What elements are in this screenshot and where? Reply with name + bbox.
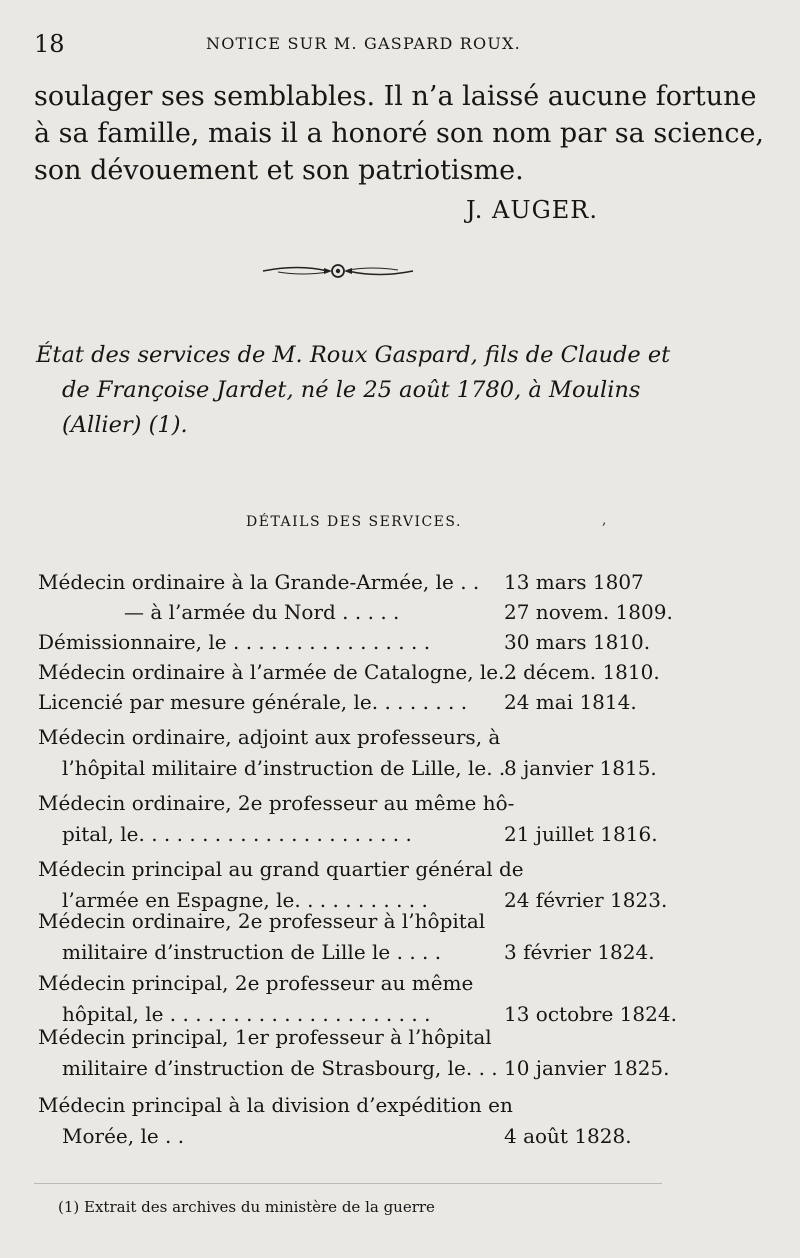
section-heading: DÉTAILS DES SERVICES.: [246, 514, 462, 530]
service-entry-text: pital, le. . . . . . . . . . . . . . . . . . . . . .: [62, 822, 412, 846]
service-entry-text: Morée, le . .: [62, 1124, 185, 1148]
service-entry-text: — à l’armée du Nord . . . . .: [124, 600, 400, 624]
service-entry-date: 13 octobre 1824.: [504, 1002, 677, 1026]
service-entry-text: l’armée en Espagne, le. . . . . . . . . . .: [62, 888, 428, 912]
service-entry-text: Médecin principal à la division d’expédition en: [38, 1093, 513, 1117]
service-entry-date: 24 février 1823.: [504, 888, 668, 912]
service-entry-text: Démissionnaire, le . . . . . . . . . . . . . . . .: [38, 630, 431, 654]
service-entry-date: 21 juillet 1816.: [504, 822, 658, 846]
service-entry-text: militaire d’instruction de Lille le . . . .: [62, 940, 442, 964]
service-entry-text: l’hôpital militaire d’instruction de Lille, le. .: [62, 756, 506, 780]
body-line: soulager ses semblables. Il n’a laissé aucune fortune: [34, 81, 757, 112]
service-entry-text: Médecin ordinaire, 2e professeur à l’hôpital: [38, 909, 486, 933]
running-head: NOTICE SUR M. GASPARD ROUX.: [206, 34, 521, 53]
service-entry-text: Médecin principal au grand quartier général de: [38, 857, 524, 881]
service-entry-date: 2 décem. 1810.: [504, 660, 660, 684]
service-entry-text: militaire d’instruction de Strasbourg, le. . .: [62, 1056, 498, 1080]
service-record-title: [36, 338, 671, 443]
page-header: [34, 30, 662, 60]
footnote: (1) Extrait des archives du ministère de la guerre: [58, 1198, 435, 1216]
service-entry-text: Licencié par mesure générale, le. . . . . . . .: [38, 690, 468, 714]
stray-mark: ,: [602, 512, 607, 528]
body-line: à sa famille, mais il a honoré son nom par sa science,: [34, 118, 765, 149]
service-entry-text: Médecin ordinaire à la Grande-Armée, le . .: [38, 570, 480, 594]
service-entry-date: 8 janvier 1815.: [504, 756, 657, 780]
body-line: son dévouement et son patriotisme.: [34, 155, 524, 186]
service-entry-date: 4 août 1828.: [504, 1124, 632, 1148]
service-entry-text: Médecin ordinaire, adjoint aux professeurs, à: [38, 725, 501, 749]
service-entry-date: 13 mars 1807: [504, 570, 644, 594]
service-entry-text: hôpital, le . . . . . . . . . . . . . . . . . . . . .: [62, 1002, 431, 1026]
service-entry-date: 24 mai 1814.: [504, 690, 637, 714]
service-entry-date: 10 janvier 1825.: [504, 1056, 670, 1080]
service-entry-date: 27 novem. 1809.: [504, 600, 673, 624]
body-paragraph: [34, 78, 765, 189]
service-entry-date: 30 mars 1810.: [504, 630, 651, 654]
title-line: (Allier) (1).: [62, 412, 188, 438]
service-entry-text: Médecin principal, 2e professeur au même: [38, 971, 474, 995]
service-entry-text: Médecin ordinaire à l’armée de Catalogne, le. .: [38, 660, 518, 684]
service-entry-text: Médecin ordinaire, 2e professeur au même hô-: [38, 791, 515, 815]
page-number: 18: [34, 30, 65, 58]
service-entry-date: 3 février 1824.: [504, 940, 655, 964]
title-line: de Françoise Jardet, né le 25 août 1780, à Moulins: [62, 377, 641, 403]
footnote-rule: [34, 1183, 662, 1184]
ornament-divider: [258, 260, 418, 282]
title-line: État des services de M. Roux Gaspard, fils de Claude et: [36, 342, 671, 368]
author-signature: J. AUGER.: [466, 196, 598, 224]
service-entry-text: Médecin principal, 1er professeur à l’hôpital: [38, 1025, 492, 1049]
